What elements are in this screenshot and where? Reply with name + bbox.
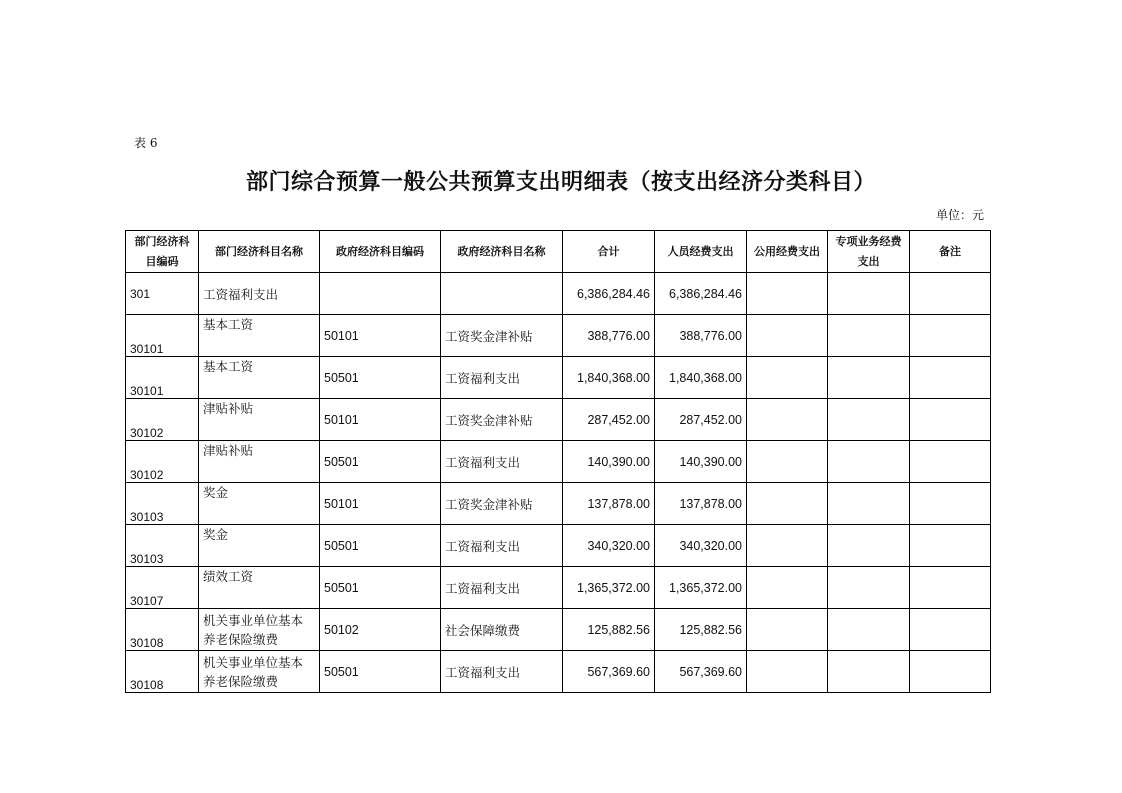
dept-name-cell: 绩效工资	[199, 567, 320, 609]
table-header-row	[126, 231, 991, 273]
gov-code-cell: 50101	[320, 399, 441, 441]
note-cell	[910, 651, 991, 693]
column-header: 政府经济科目编码	[320, 231, 441, 273]
total-cell: 388,776.00	[563, 315, 655, 357]
gov-name-cell: 工资福利支出	[441, 441, 563, 483]
gov-code-cell: 50101	[320, 483, 441, 525]
gov-code-cell: 50501	[320, 567, 441, 609]
personnel-cell: 287,452.00	[655, 399, 747, 441]
public-expense-cell	[747, 315, 828, 357]
dept-code-cell: 301	[126, 273, 199, 315]
note-cell	[910, 273, 991, 315]
gov-code-cell: 50501	[320, 357, 441, 399]
note-cell	[910, 609, 991, 651]
table-row	[126, 483, 991, 525]
gov-name-cell: 工资奖金津补贴	[441, 399, 563, 441]
column-header: 专项业务经费支出	[828, 231, 910, 273]
gov-name-cell: 工资福利支出	[441, 651, 563, 693]
personnel-cell: 340,320.00	[655, 525, 747, 567]
table-row	[126, 525, 991, 567]
public-expense-cell	[747, 525, 828, 567]
total-cell: 1,840,368.00	[563, 357, 655, 399]
dept-name-cell: 奖金	[199, 483, 320, 525]
personnel-cell: 125,882.56	[655, 609, 747, 651]
personnel-cell: 388,776.00	[655, 315, 747, 357]
total-cell: 567,369.60	[563, 651, 655, 693]
table-row	[126, 357, 991, 399]
dept-name-cell: 机关事业单位基本养老保险缴费	[199, 609, 320, 651]
gov-code-cell	[320, 273, 441, 315]
table-row	[126, 567, 991, 609]
total-cell: 6,386,284.46	[563, 273, 655, 315]
dept-code-cell: 30102	[126, 399, 199, 441]
total-cell: 340,320.00	[563, 525, 655, 567]
total-cell: 1,365,372.00	[563, 567, 655, 609]
note-cell	[910, 399, 991, 441]
dept-code-cell: 30101	[126, 357, 199, 399]
dept-code-cell: 30107	[126, 567, 199, 609]
gov-code-cell: 50501	[320, 651, 441, 693]
public-expense-cell	[747, 483, 828, 525]
special-expense-cell	[828, 651, 910, 693]
table-number-label: 表 6	[134, 136, 158, 150]
gov-code-cell: 50501	[320, 441, 441, 483]
table-row	[126, 273, 991, 315]
dept-name-cell: 基本工资	[199, 357, 320, 399]
dept-name-cell: 津贴补贴	[199, 441, 320, 483]
personnel-cell: 6,386,284.46	[655, 273, 747, 315]
unit-label: 单位：元	[935, 208, 984, 222]
column-header: 合计	[563, 231, 655, 273]
total-cell: 137,878.00	[563, 483, 655, 525]
total-cell: 125,882.56	[563, 609, 655, 651]
special-expense-cell	[828, 609, 910, 651]
dept-name-cell: 奖金	[199, 525, 320, 567]
dept-name-cell: 工资福利支出	[199, 273, 320, 315]
personnel-cell: 137,878.00	[655, 483, 747, 525]
gov-name-cell: 工资奖金津补贴	[441, 483, 563, 525]
personnel-cell: 140,390.00	[655, 441, 747, 483]
dept-code-cell: 30103	[126, 525, 199, 567]
table-row	[126, 399, 991, 441]
note-cell	[910, 357, 991, 399]
special-expense-cell	[828, 483, 910, 525]
gov-name-cell: 工资福利支出	[441, 567, 563, 609]
public-expense-cell	[747, 567, 828, 609]
page-title: 部门综合预算一般公共预算支出明细表（按支出经济分类科目）	[245, 170, 876, 195]
gov-name-cell: 工资福利支出	[441, 357, 563, 399]
total-cell: 140,390.00	[563, 441, 655, 483]
column-header: 部门经济科目名称	[199, 231, 320, 273]
gov-code-cell: 50501	[320, 525, 441, 567]
special-expense-cell	[828, 399, 910, 441]
public-expense-cell	[747, 441, 828, 483]
note-cell	[910, 525, 991, 567]
public-expense-cell	[747, 399, 828, 441]
column-header: 公用经费支出	[747, 231, 828, 273]
total-cell: 287,452.00	[563, 399, 655, 441]
special-expense-cell	[828, 525, 910, 567]
table-row	[126, 441, 991, 483]
personnel-cell: 1,840,368.00	[655, 357, 747, 399]
note-cell	[910, 441, 991, 483]
table-row	[126, 315, 991, 357]
note-cell	[910, 483, 991, 525]
table-row	[126, 651, 991, 693]
gov-name-cell: 工资福利支出	[441, 525, 563, 567]
personnel-cell: 567,369.60	[655, 651, 747, 693]
special-expense-cell	[828, 273, 910, 315]
column-header: 政府经济科目名称	[441, 231, 563, 273]
dept-code-cell: 30102	[126, 441, 199, 483]
note-cell	[910, 567, 991, 609]
column-header: 人员经费支出	[655, 231, 747, 273]
special-expense-cell	[828, 441, 910, 483]
column-header: 备注	[910, 231, 991, 273]
gov-code-cell: 50102	[320, 609, 441, 651]
note-cell	[910, 315, 991, 357]
special-expense-cell	[828, 567, 910, 609]
special-expense-cell	[828, 357, 910, 399]
table-row	[126, 609, 991, 651]
gov-name-cell	[441, 273, 563, 315]
public-expense-cell	[747, 273, 828, 315]
public-expense-cell	[747, 357, 828, 399]
personnel-cell: 1,365,372.00	[655, 567, 747, 609]
dept-name-cell: 津贴补贴	[199, 399, 320, 441]
column-header: 部门经济科目编码	[126, 231, 199, 273]
dept-code-cell: 30108	[126, 651, 199, 693]
public-expense-cell	[747, 609, 828, 651]
budget-detail-table	[125, 230, 991, 693]
dept-name-cell: 机关事业单位基本养老保险缴费	[199, 651, 320, 693]
gov-name-cell: 社会保障缴费	[441, 609, 563, 651]
gov-name-cell: 工资奖金津补贴	[441, 315, 563, 357]
public-expense-cell	[747, 651, 828, 693]
gov-code-cell: 50101	[320, 315, 441, 357]
dept-name-cell: 基本工资	[199, 315, 320, 357]
special-expense-cell	[828, 315, 910, 357]
table-body	[126, 273, 991, 693]
dept-code-cell: 30101	[126, 315, 199, 357]
dept-code-cell: 30108	[126, 609, 199, 651]
dept-code-cell: 30103	[126, 483, 199, 525]
